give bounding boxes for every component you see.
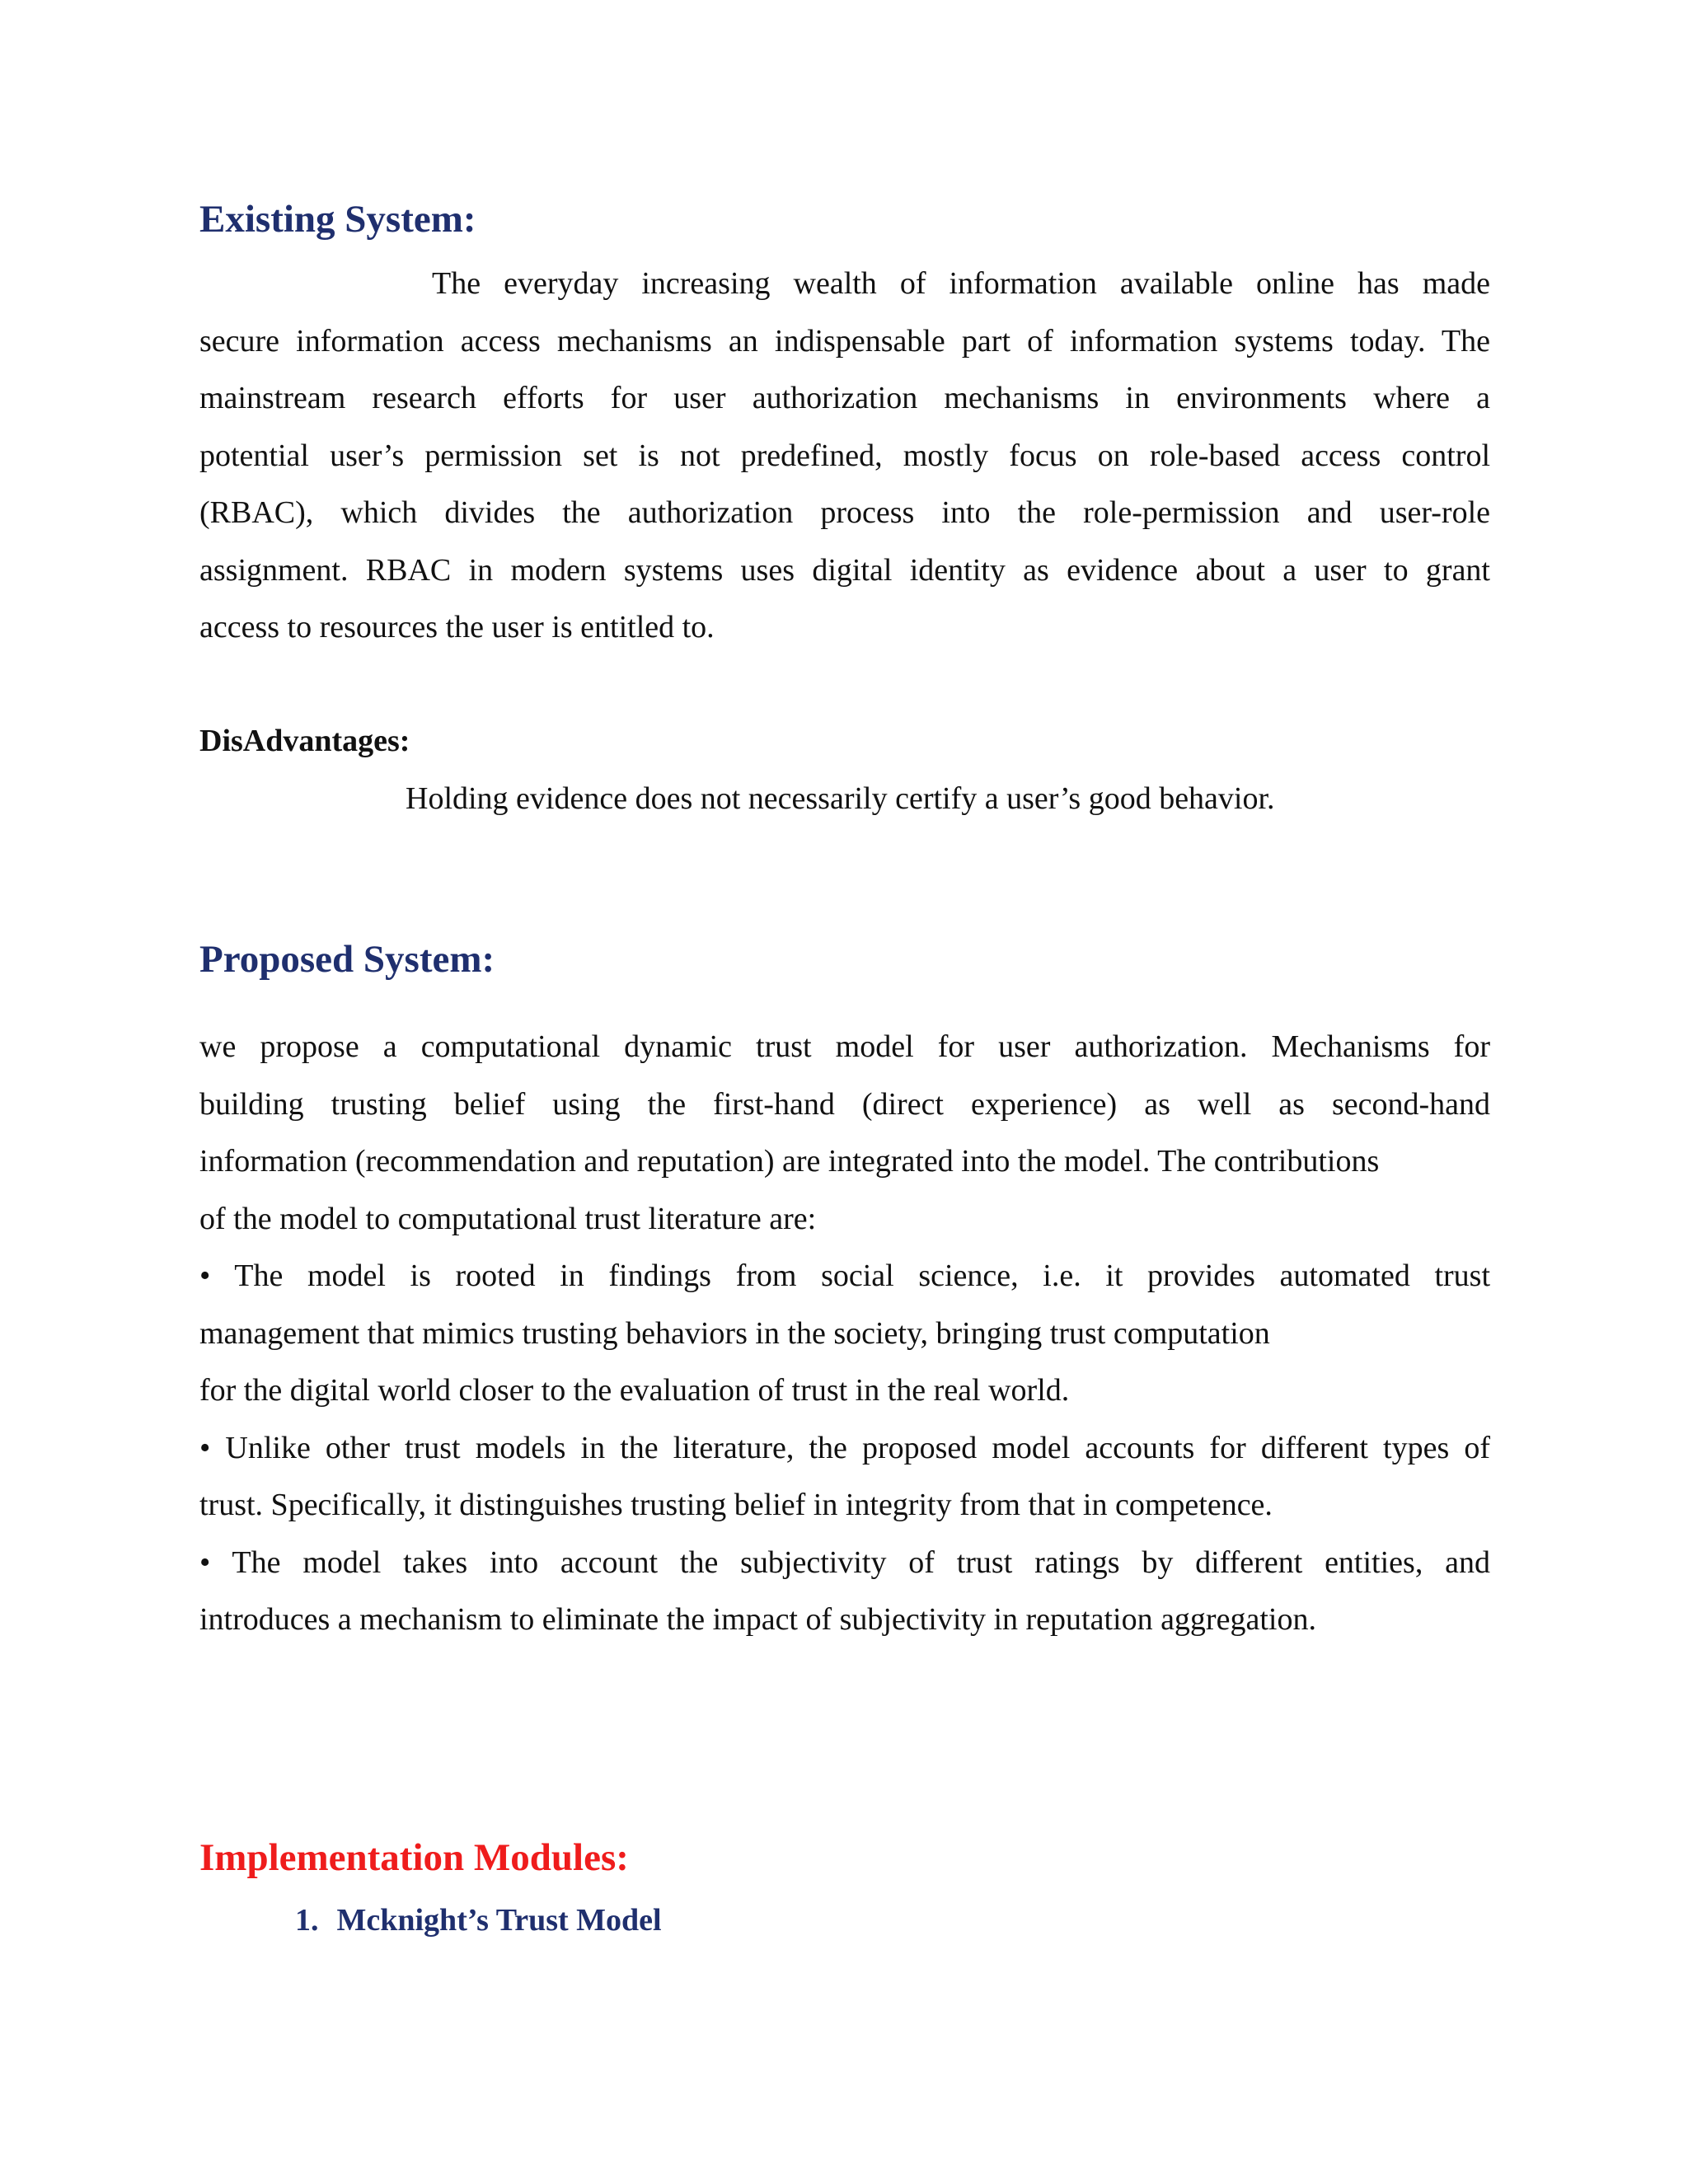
bullet-line: • Unlike other trust models in the literature, the proposed model accounts for different types of bbox=[199, 1430, 1490, 1465]
proposed-system-paragraph bbox=[199, 1019, 1490, 1649]
paragraph-line: secure information access mechanisms an indispensable part of information systems today. The bbox=[199, 323, 1490, 359]
list-number: 1. bbox=[295, 1903, 319, 1938]
bullet-line: management that mimics trusting behaviors in the society, bringing trust computation bbox=[199, 1315, 1270, 1351]
paragraph-line: of the model to computational trust literature are: bbox=[199, 1201, 817, 1236]
paragraph-line: information (recommendation and reputation) are integrated into the model. The contributions bbox=[199, 1144, 1380, 1179]
existing-system-heading: Existing System: bbox=[199, 198, 476, 241]
paragraph-line: access to resources the user is entitled to. bbox=[199, 610, 715, 644]
paragraph-line: mainstream research efforts for user authorization mechanisms in environments where a bbox=[199, 381, 1490, 415]
paragraph-line: (RBAC), which divides the authorization process into the role-permission and user-role bbox=[199, 495, 1490, 530]
module-list-item bbox=[295, 1900, 662, 1941]
paragraph-line: potential user’s permission set is not predefined, mostly focus on role-based access control bbox=[199, 438, 1490, 473]
implementation-modules-heading: Implementation Modules: bbox=[199, 1836, 629, 1879]
paragraph-line: building trusting belief using the first-hand (direct experience) as well as second-hand bbox=[199, 1086, 1490, 1122]
bullet-line: introduces a mechanism to eliminate the impact of subjectivity in reputation aggregation. bbox=[199, 1602, 1316, 1637]
existing-system-paragraph bbox=[199, 255, 1490, 657]
bullet-line: for the digital world closer to the evaluation of trust in the real world. bbox=[199, 1373, 1070, 1408]
disadvantages-heading: DisAdvantages: bbox=[199, 724, 410, 758]
bullet-line: trust. Specifically, it distinguishes trusting belief in integrity from that in competence. bbox=[199, 1488, 1273, 1522]
paragraph-line: assignment. RBAC in modern systems uses digital identity as evidence about a user to grant bbox=[199, 552, 1490, 588]
bullet-line: • The model is rooted in findings from social science, i.e. it provides automated trust bbox=[199, 1258, 1490, 1293]
paragraph-line: The everyday increasing wealth of information available online has made bbox=[432, 266, 1490, 301]
bullet-line: • The model takes into account the subjectivity of trust ratings by different entities, and bbox=[199, 1544, 1490, 1580]
paragraph-line: we propose a computational dynamic trust model for user authorization. Mechanisms for bbox=[199, 1029, 1490, 1064]
proposed-system-heading: Proposed System: bbox=[199, 938, 495, 981]
disadvantages-text: Holding evidence does not necessarily certify a user’s good behavior. bbox=[406, 781, 1275, 816]
list-label: Mcknight’s Trust Model bbox=[336, 1903, 662, 1938]
